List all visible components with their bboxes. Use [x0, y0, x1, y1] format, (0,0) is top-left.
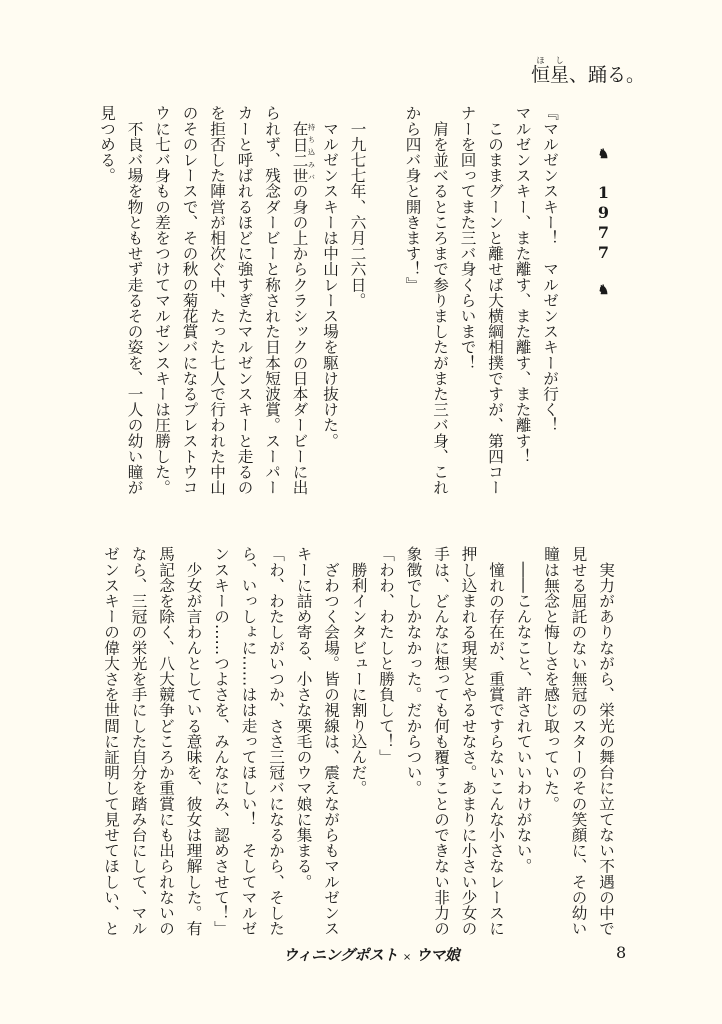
text-line: 一九七七年、六月二六日。 — [348, 105, 367, 308]
body-text-lower — [97, 546, 620, 936]
text-line: のそのレースで、その秋の菊花賞バになるプレストウコ — [180, 105, 199, 495]
text-line: ざわつく会場。皆の視線は、震えながらもマルゼンス — [322, 546, 340, 936]
text-line: マルゼンスキーは中山レース場を駆け抜けた。 — [321, 105, 339, 449]
blank-line — [371, 105, 399, 485]
text-line: 「わ、わたしがいつか、ささ三冠バになるから、そした — [267, 546, 285, 936]
knight-icon: ♞ — [596, 147, 611, 163]
text-line: 『マルゼンスキー！ マルゼンスキーが行く！ — [541, 105, 559, 433]
text-line: 憧れの存在が、重賞ですらないこんな小さなレースに — [487, 546, 505, 936]
furigana: 持ち込みバ — [307, 120, 316, 184]
text-line: 勝利インタビューに割り込んだ。 — [349, 546, 368, 796]
section-year-marker — [592, 147, 614, 299]
text-line: を拒否した陣営が相次ぐ中、たった七人で行われた中山 — [208, 105, 226, 495]
text-line: 見せる屈託のない無冠のスターのその笑顔に、その幼い — [569, 546, 588, 936]
text-line: 押し込まれる現実とやるせなさ。あまりに小さい少女の — [459, 546, 478, 936]
text-line: マルゼンスキー、また離す、また離す、また離す！ — [513, 105, 532, 464]
text-line: ら、いっしょに……はは走ってほしい！ そしてマルゼ — [239, 546, 258, 936]
knight-icon: ♞ — [596, 283, 611, 299]
text-line: 不良バ場を物ともせず走るその姿を、一人の幼い瞳が — [125, 105, 144, 495]
text-line: 手は、どんなに想っても何も覆すことのできない非力の — [432, 546, 450, 936]
text-line: 馬記念を除く、八大競争どころか重賞にも出られないの — [157, 546, 175, 936]
text-segment: の身の上からクラシックの日本ダービーに出 — [290, 183, 309, 496]
logo-winning-post: ウィニングポスト — [283, 946, 398, 964]
title-ruby-base: 恒星 — [531, 64, 570, 86]
text-line: 「わわ、わたしと勝負して！」 — [377, 546, 395, 765]
text-line: ンスキーの……つよさを、みんなにみ、認めさせて！」 — [212, 546, 230, 936]
text-line: ウに七バ身もの差をつけてマルゼンスキーは圧勝した。 — [153, 105, 171, 495]
text-line: ――こんなこと、許されていいわけがない。 — [514, 546, 533, 874]
text-line: 少女が言わんとしている意味を、彼女は理解した。有 — [184, 546, 203, 936]
page-number: 8 — [616, 943, 627, 962]
title-rest: 、踊る。 — [569, 64, 646, 86]
chapter-title — [531, 56, 645, 87]
text-line: ゼンスキーの偉大さを世間に証明して見せてほしい、と — [102, 546, 120, 936]
text-line: から四バ身と開きます！』 — [403, 105, 422, 293]
text-line: られず、残念ダービーと称された日本短波賞。スーパー — [263, 105, 281, 495]
text-segment — [291, 105, 309, 121]
ruby-base: 在日二世 — [290, 120, 309, 184]
text-line: 肩を並べるところまで参りましたがまた三バ身、これ — [431, 105, 449, 495]
text-line: ナーを回ってまた三バ身くらいまで！ — [458, 105, 477, 371]
text-line: カーと呼ばれるほどに強すぎたマルゼンスキーと走るの — [235, 105, 254, 495]
text-line: 見つめる。 — [98, 105, 116, 183]
text-line: このままグーンと離せば大横綱相撲ですが、第四コー — [486, 105, 504, 495]
text-line: 実力がありながら、栄光の舞台に立てない不遇の中で — [597, 546, 615, 936]
text-line: 瞳は無念と悔しさを感じ取っていた。 — [542, 546, 560, 812]
text-line: なら、三冠の栄光を手にした自分を踏み台にして、マル — [129, 546, 148, 936]
footer-logo — [283, 944, 459, 965]
text-line: 象徴でしかなかった。だからつい。 — [404, 546, 423, 796]
logo-umamusume: ウマ娘 — [415, 946, 460, 964]
text-line: キーに詰め寄る、小さな栗毛のウマ娘に集まる。 — [294, 546, 313, 890]
text-line — [285, 105, 316, 496]
section-year: 1977 — [594, 183, 613, 263]
logo-separator: × — [402, 952, 411, 963]
body-text-upper — [93, 105, 564, 496]
ruby-annotation — [290, 120, 316, 184]
title-furigana: ほし — [531, 56, 570, 65]
title-ruby — [531, 56, 570, 86]
